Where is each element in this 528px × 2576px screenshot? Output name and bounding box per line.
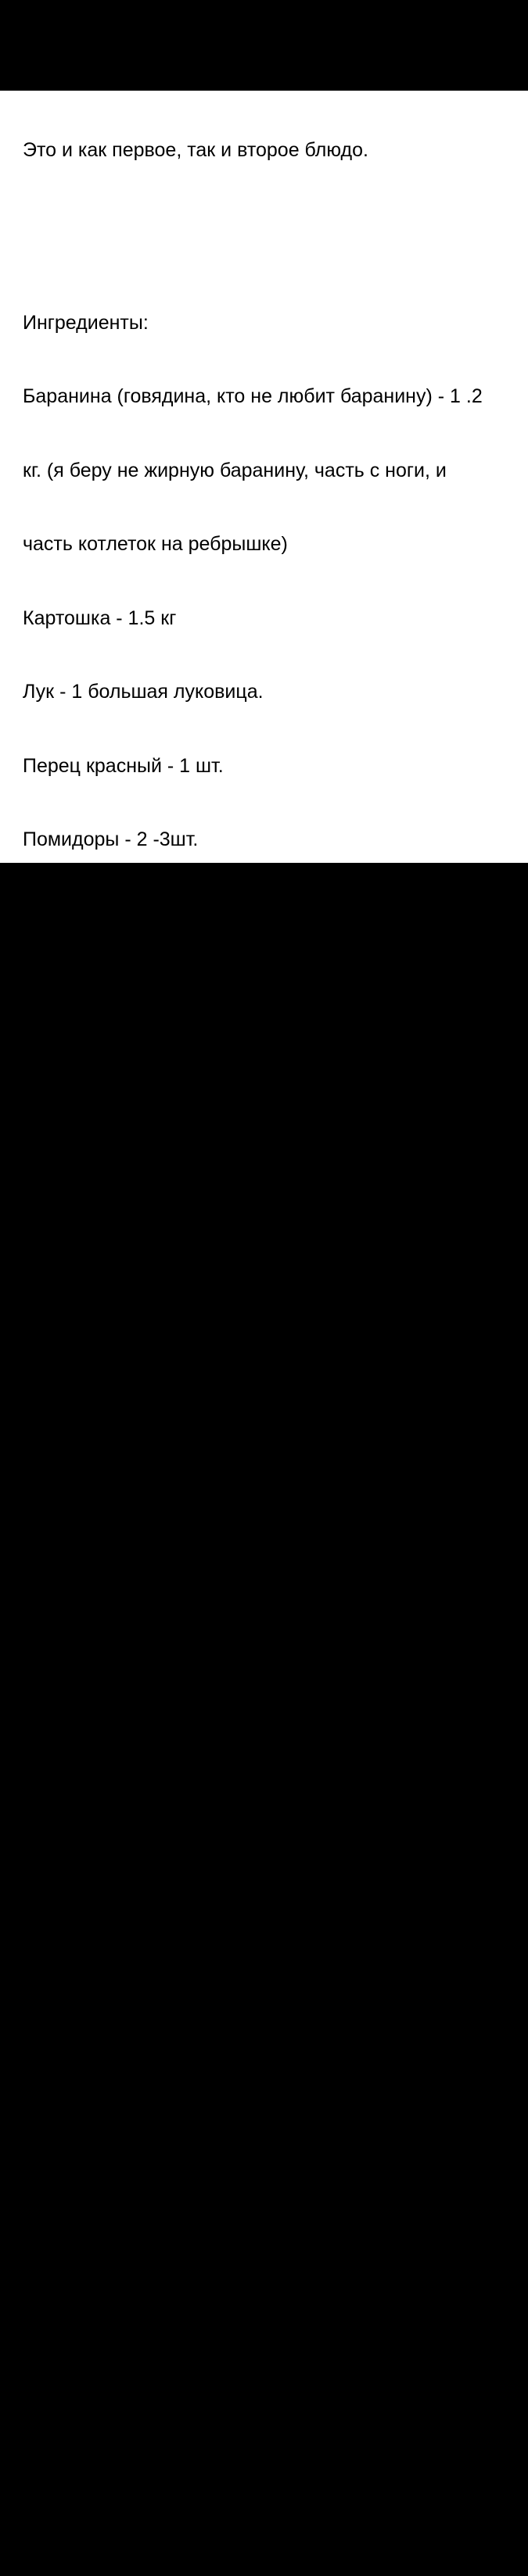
intro-line: Это и как первое, так и второе блюдо.	[23, 139, 368, 161]
ingredient-line: Картошка - 1.5 кг	[23, 606, 177, 629]
ingredient-line: Помидоры - 2 -3шт.	[23, 828, 199, 850]
top-black-bar	[0, 0, 528, 91]
preparation-line: до готовности положить). Солим, перчим,	[23, 2034, 402, 2057]
recipe-text	[23, 89, 523, 2576]
preparation-line: Рекомендую настоятельно!!!!	[23, 2256, 288, 2278]
ingredient-line: Соль, перец по вкусу.	[23, 1124, 218, 1146]
ingredients-heading: Ингредиенты:	[23, 311, 149, 334]
preparation-line: заливаем водой и варим до готовности, 2 часа,	[23, 1444, 454, 1466]
preparation-line: обязательно снимаем всю пену, тогда суп будет	[23, 1518, 458, 1540]
closing-line: Экспериментируйте!	[23, 2428, 210, 2451]
preparation-line: Режем мясо на кусочки, укладываем в кастрюлю,	[23, 1370, 474, 1392]
ingredient-line: кг. (я беру не жирную баранину, часть с ноги, и	[23, 459, 447, 481]
ingredient-line: Перец красный - 1 шт.	[23, 754, 224, 777]
preparation-line: Как только понимаем, что мясо мягкое,	[23, 1665, 381, 1687]
preparation-line: порезанные помидоры (кто любит помидоры не	[23, 1887, 459, 1909]
preparation-line: лук, мелко нарезанный, порезанный перец и	[23, 1813, 429, 1835]
preparation-line: сильно разваренные, то можно их за 5-10 минут	[23, 1961, 462, 1983]
blank-line	[23, 213, 523, 238]
ingredient-line: Кинза - 1 пучок.	[23, 976, 165, 998]
bottom-black-bar	[0, 863, 528, 938]
blank-line	[23, 1197, 523, 1222]
preparation-line: добавляем картофель, порезанный на 4 части,	[23, 1739, 451, 1762]
preparation-line: прозрачный!!!	[23, 1591, 148, 1614]
ingredient-line: Лук - 1 большая луковица.	[23, 681, 264, 703]
ingredient-line: Баранина (говядина, кто не любит баранину) - 1 .2	[23, 385, 483, 407]
preparation-heading: Приготовление:	[23, 1296, 166, 1318]
ingredient-line: часть котлеток на ребрышке)	[23, 533, 288, 555]
recipe-text-area	[0, 91, 528, 2524]
ingredient-line: Лавровый лист -1-2 шт.	[23, 1050, 235, 1072]
closing-line: Надеюсь Вам понравится!	[23, 2503, 263, 2524]
preparation-line: зелень, еще 2 минуты и готово!	[23, 2182, 308, 2205]
blank-line	[23, 2330, 523, 2355]
preparation-line: доводим до готовности, добавляем чеснок,	[23, 2109, 416, 2131]
